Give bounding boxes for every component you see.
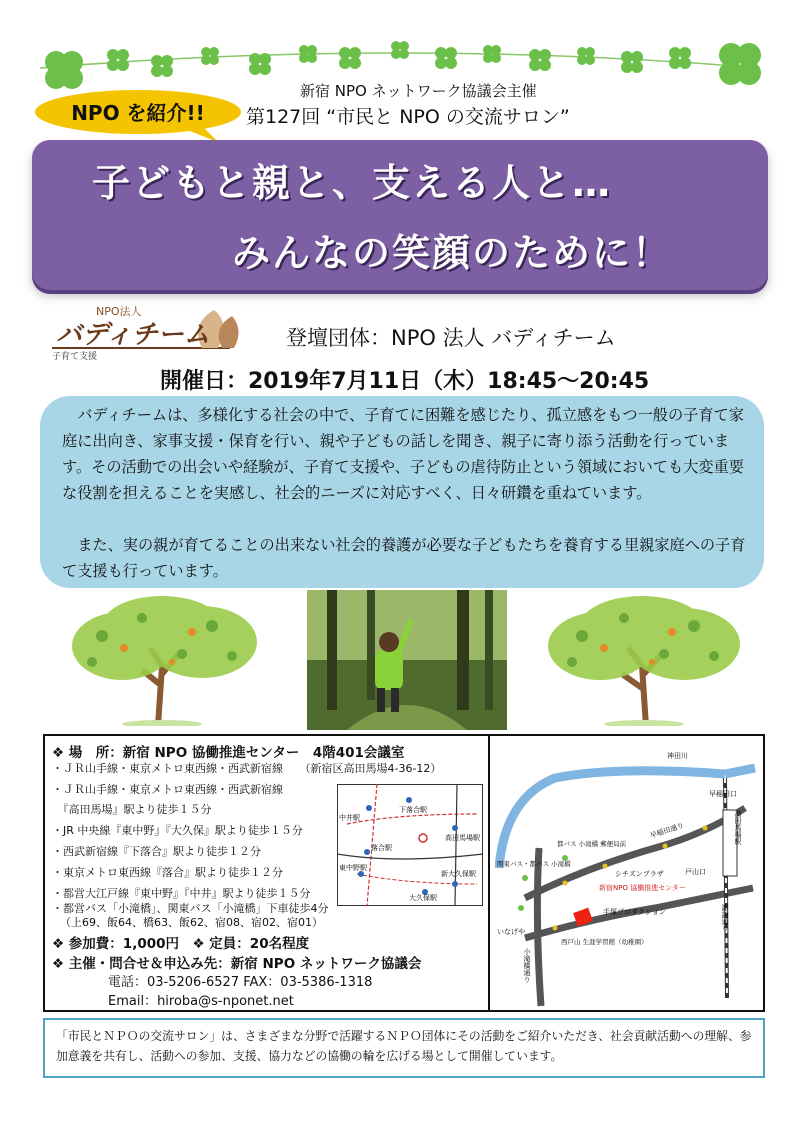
footer-text: 「市民とＮＰＯの交流サロン」は、さまざまな分野で活躍するＮＰＯ団体にその活動をご紹介いただき、社会貢献活動への理解、参加意義を共有し、活動への参加、支援、協力などの協働の輪を広げる場として開催しています。	[56, 1029, 752, 1063]
description-paragraph-1: バディチームは、多様化する社会の中で、子育てに困難を感じたり、孤立感をもつ一般の子育て家庭に出向き、家事支援・保育を行い、親や子どもの話しを聞き、親子に寄り添う活動を行っています。その活動での出会いや経験が、子育て支援や、子どもの虐待防止という領域においても大変重要な役割を担えることを実感し、社会的ニーズに対応すべく、日々研鑽を重ねています。	[62, 406, 744, 502]
title-line-1: 子どもと親と、支える人と…	[92, 161, 613, 205]
venue-heading: ❖ 場 所：新宿 NPO 協働推進センター 4階401会議室	[52, 745, 405, 761]
access-line-4: ・JR 中央線『東中野』『大久保』駅より徒歩１５分	[52, 824, 303, 837]
map-big-label-5: 関東バス・都バス 小滝橋	[497, 860, 571, 868]
tree-illustration-right	[538, 596, 748, 726]
map-big-label-0: 神田川	[667, 752, 688, 760]
presenter-line: 登壇団体：NPO 法人 バディチーム	[286, 326, 616, 350]
map-small-label-3: 落合駅	[371, 844, 392, 852]
map-big-label-12: 小滝橋通り	[523, 948, 531, 983]
tree-illustration-left	[62, 596, 267, 726]
map-small-label-0: 下落合駅	[399, 806, 427, 814]
description-paragraph-2: また、実の親が育てることの出来ない社会的養護が必要な子どもたちを養育する里親家庭への子育て支援も行っています。	[62, 536, 746, 580]
map-small-label-2: 高田馬場駅	[445, 834, 480, 842]
map-small-label-1: 中井駅	[339, 814, 360, 822]
map-small-label-6: 大久保駅	[409, 894, 437, 902]
salon-title: 第127回 “市民と NPO の交流サロン”	[246, 106, 570, 128]
title-line-2: みんなの笑顔のために！	[232, 231, 673, 275]
map-small-label-5: 新大久保駅	[441, 870, 476, 878]
access-line-9: （上69、飯64、橋63、飯62、宿08、宿02、宿01）	[60, 916, 323, 929]
logo-subtitle: 子育て支援	[52, 352, 98, 362]
logo-npo-label: NPO法人	[96, 305, 142, 318]
map-big-label-13: 諏訪通り	[721, 904, 729, 932]
map-big-label-3: 早稲田通り	[649, 821, 685, 840]
map-big-label-10: いなげや	[497, 928, 525, 936]
access-line-7: ・都営大江戸線『東中野』『中井』駅より徒歩１５分	[52, 887, 311, 900]
map-big-label-6: シチズンプラザ	[615, 870, 664, 878]
map-big-label-4: 都バス 小滝橋 郵便局前	[557, 840, 627, 848]
event-date: 開催日：2019年7月11日（木）18:45～20:45	[160, 369, 650, 394]
map-big-label-9: 手塚プロダクション	[603, 908, 666, 916]
contact-email[interactable]: Email：hiroba@s-nponet.net	[108, 994, 294, 1009]
venue-area-map	[495, 738, 763, 1008]
access-line-1: ・ＪＲ山手線・東京メトロ東西線・西武新宿線 （新宿区高田馬場4-36-12）	[52, 762, 442, 775]
map-big-label-11: 西戸山 生涯学習館（幼稚園）	[561, 938, 648, 946]
map-big-label-1: 早稲田口	[709, 790, 737, 798]
access-line-3: 『高田馬場』駅より徒歩１５分	[52, 803, 212, 816]
map-big-label-8: 新宿NPO 協働推進センター	[599, 884, 686, 892]
map-big-label-7: 戸山口	[685, 868, 706, 876]
map-big-label-2: 高田馬場駅	[734, 810, 742, 845]
contact-heading: ❖ 主催・問合せ＆申込み先：新宿 NPO ネットワーク協議会	[52, 956, 422, 972]
child-in-forest-photo	[307, 590, 507, 730]
access-line-2: ・ＪＲ山手線・東京メトロ東西線・西武新宿線	[52, 783, 283, 796]
station-map-small	[337, 784, 483, 906]
access-line-6: ・東京メトロ東西線『落合』駅より徒歩１２分	[52, 866, 283, 879]
access-line-8: ・都営バス「小滝橋」、関東バス「小滝橋」下車徒歩4分	[52, 902, 329, 915]
logo-name: バディチーム	[56, 320, 210, 350]
organizer-text: 新宿 NPO ネットワーク協議会主催	[300, 82, 537, 100]
contact-phone: 電話：03-5206-6527 FAX：03-5386-1318	[108, 975, 373, 990]
map-small-label-4: 東中野駅	[339, 864, 367, 872]
info-divider	[488, 736, 490, 1010]
npo-badge-text: NPO を紹介!!	[71, 101, 205, 125]
access-line-5: ・西武新宿線『下落合』駅より徒歩１２分	[52, 845, 261, 858]
fee-capacity: ❖ 参加費：1,000円 ❖ 定員：20名程度	[52, 936, 310, 952]
